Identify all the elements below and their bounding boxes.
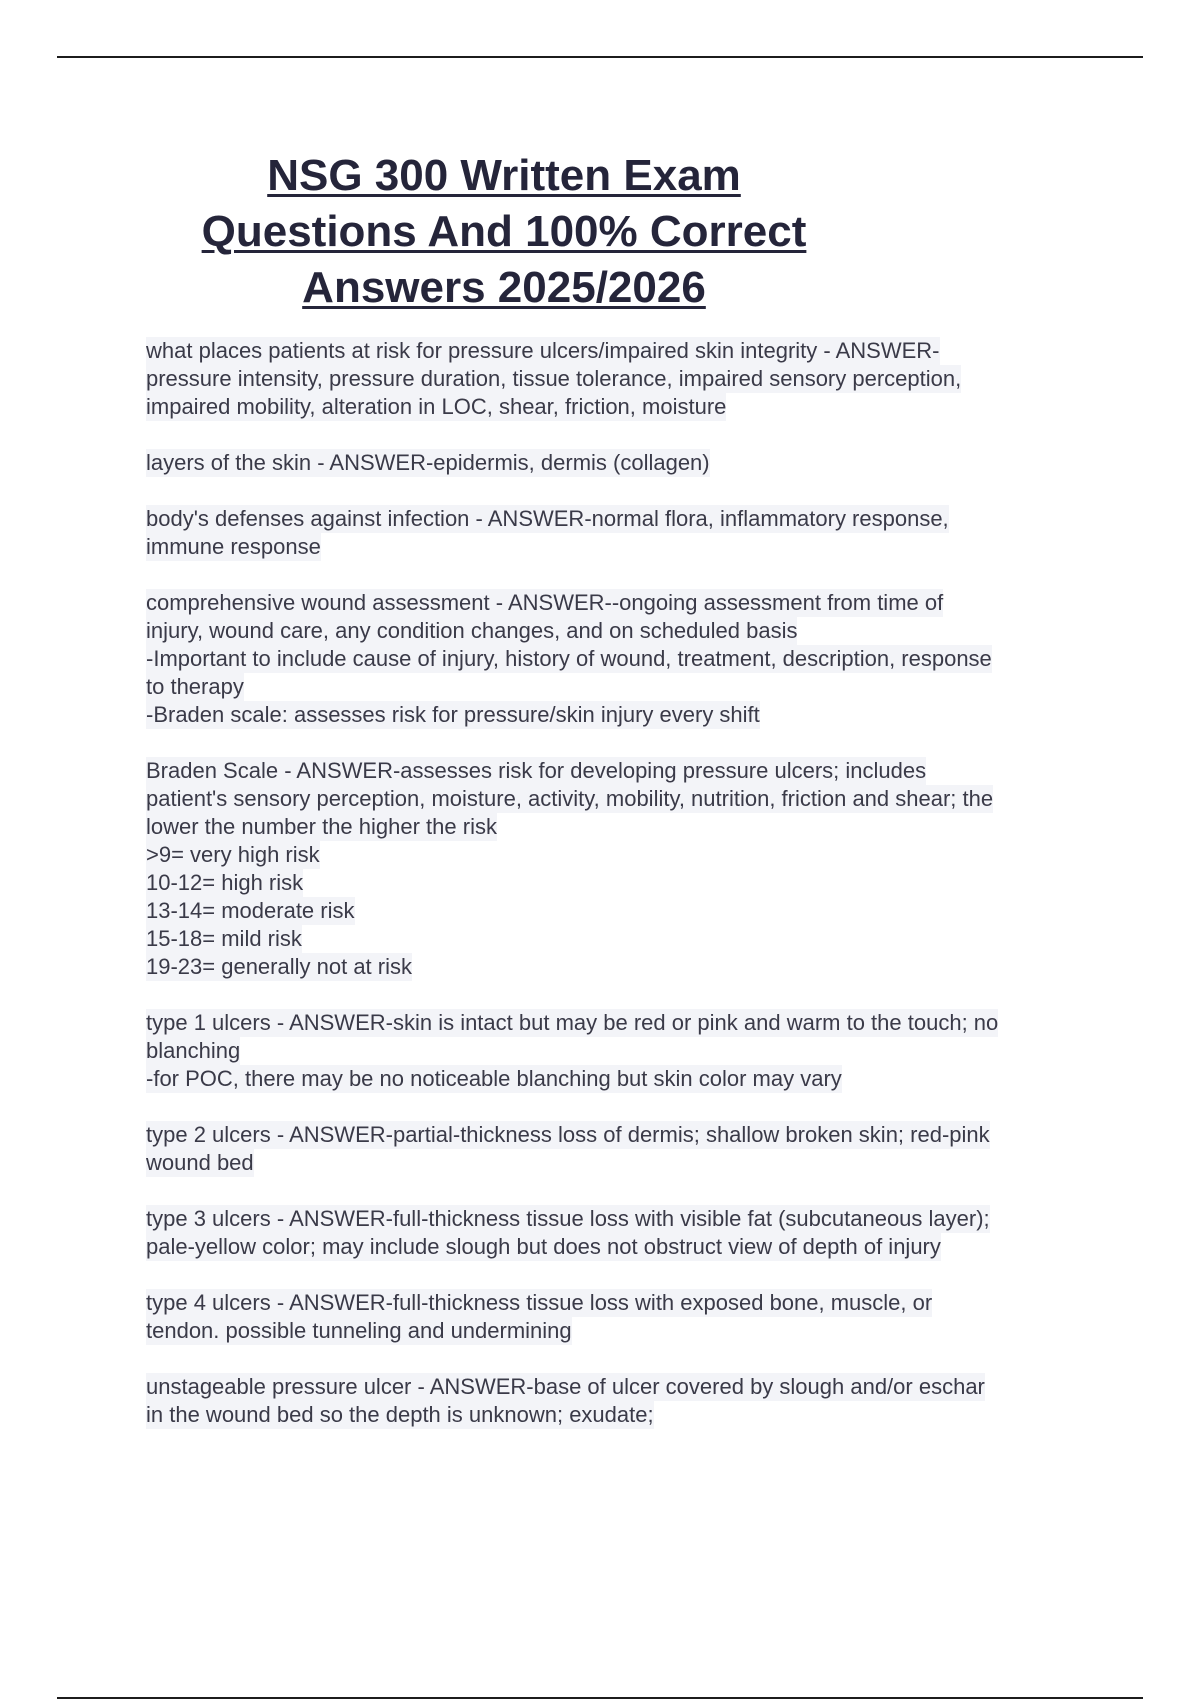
document-title [100,148,908,316]
top-rule [57,56,1143,58]
qa-entry [146,1289,1096,1345]
qa-line: -Braden scale: assesses risk for pressure/skin injury every shift [146,702,760,727]
qa-line: 15-18= mild risk [146,926,302,951]
title-line-1: NSG 300 Written Exam [267,151,741,200]
qa-line: injury, wound care, any condition changes, and on scheduled basis [146,618,798,643]
qa-line: impaired mobility, alteration in LOC, shear, friction, moisture [146,394,727,419]
qa-line: lower the number the higher the risk [146,814,497,839]
document-body [146,337,1096,1457]
qa-line: type 1 ulcers - ANSWER-skin is intact but may be red or pink and warm to the touch; no [146,1010,999,1035]
qa-entry [146,1373,1096,1429]
qa-line: blanching [146,1038,241,1063]
qa-line: unstageable pressure ulcer - ANSWER-base of ulcer covered by slough and/or eschar [146,1374,985,1399]
bottom-rule [57,1697,1143,1699]
qa-line: type 3 ulcers - ANSWER-full-thickness tissue loss with visible fat (subcutaneous layer); [146,1206,990,1231]
qa-line: 13-14= moderate risk [146,898,355,923]
qa-line: 19-23= generally not at risk [146,954,412,979]
qa-line: what places patients at risk for pressure ulcers/impaired skin integrity - ANSWER- [146,338,940,363]
qa-line: type 2 ulcers - ANSWER-partial-thickness loss of dermis; shallow broken skin; red-pink [146,1122,990,1147]
qa-line: to therapy [146,674,244,699]
qa-entry [146,1009,1096,1093]
qa-line: 10-12= high risk [146,870,304,895]
qa-line: immune response [146,534,321,559]
qa-line: Braden Scale - ANSWER-assesses risk for developing pressure ulcers; includes [146,758,927,783]
title-line-3: Answers 2025/2026 [302,263,706,312]
qa-entry [146,1205,1096,1261]
qa-entry [146,1121,1096,1177]
qa-line: layers of the skin - ANSWER-epidermis, dermis (collagen) [146,450,710,475]
qa-line: in the wound bed so the depth is unknown; exudate; [146,1402,654,1427]
qa-line: -for POC, there may be no noticeable blanching but skin color may vary [146,1066,842,1091]
title-line-2: Questions And 100% Correct [201,207,807,256]
qa-line: comprehensive wound assessment - ANSWER--ongoing assessment from time of [146,590,944,615]
qa-line: patient's sensory perception, moisture, activity, mobility, nutrition, friction and shear; the [146,786,994,811]
qa-entry [146,757,1096,981]
qa-line: -Important to include cause of injury, history of wound, treatment, description, response [146,646,992,671]
qa-entry [146,505,1096,561]
qa-line: body's defenses against infection - ANSWER-normal flora, inflammatory response, [146,506,949,531]
qa-line: pale-yellow color; may include slough but does not obstruct view of depth of injury [146,1234,941,1259]
qa-entry [146,337,1096,421]
qa-line: type 4 ulcers - ANSWER-full-thickness tissue loss with exposed bone, muscle, or [146,1290,933,1315]
qa-line: tendon. possible tunneling and undermining [146,1318,572,1343]
qa-line: wound bed [146,1150,254,1175]
qa-line: pressure intensity, pressure duration, tissue tolerance, impaired sensory perception, [146,366,962,391]
qa-entry [146,449,1096,477]
qa-line: >9= very high risk [146,842,320,867]
qa-entry [146,589,1096,729]
